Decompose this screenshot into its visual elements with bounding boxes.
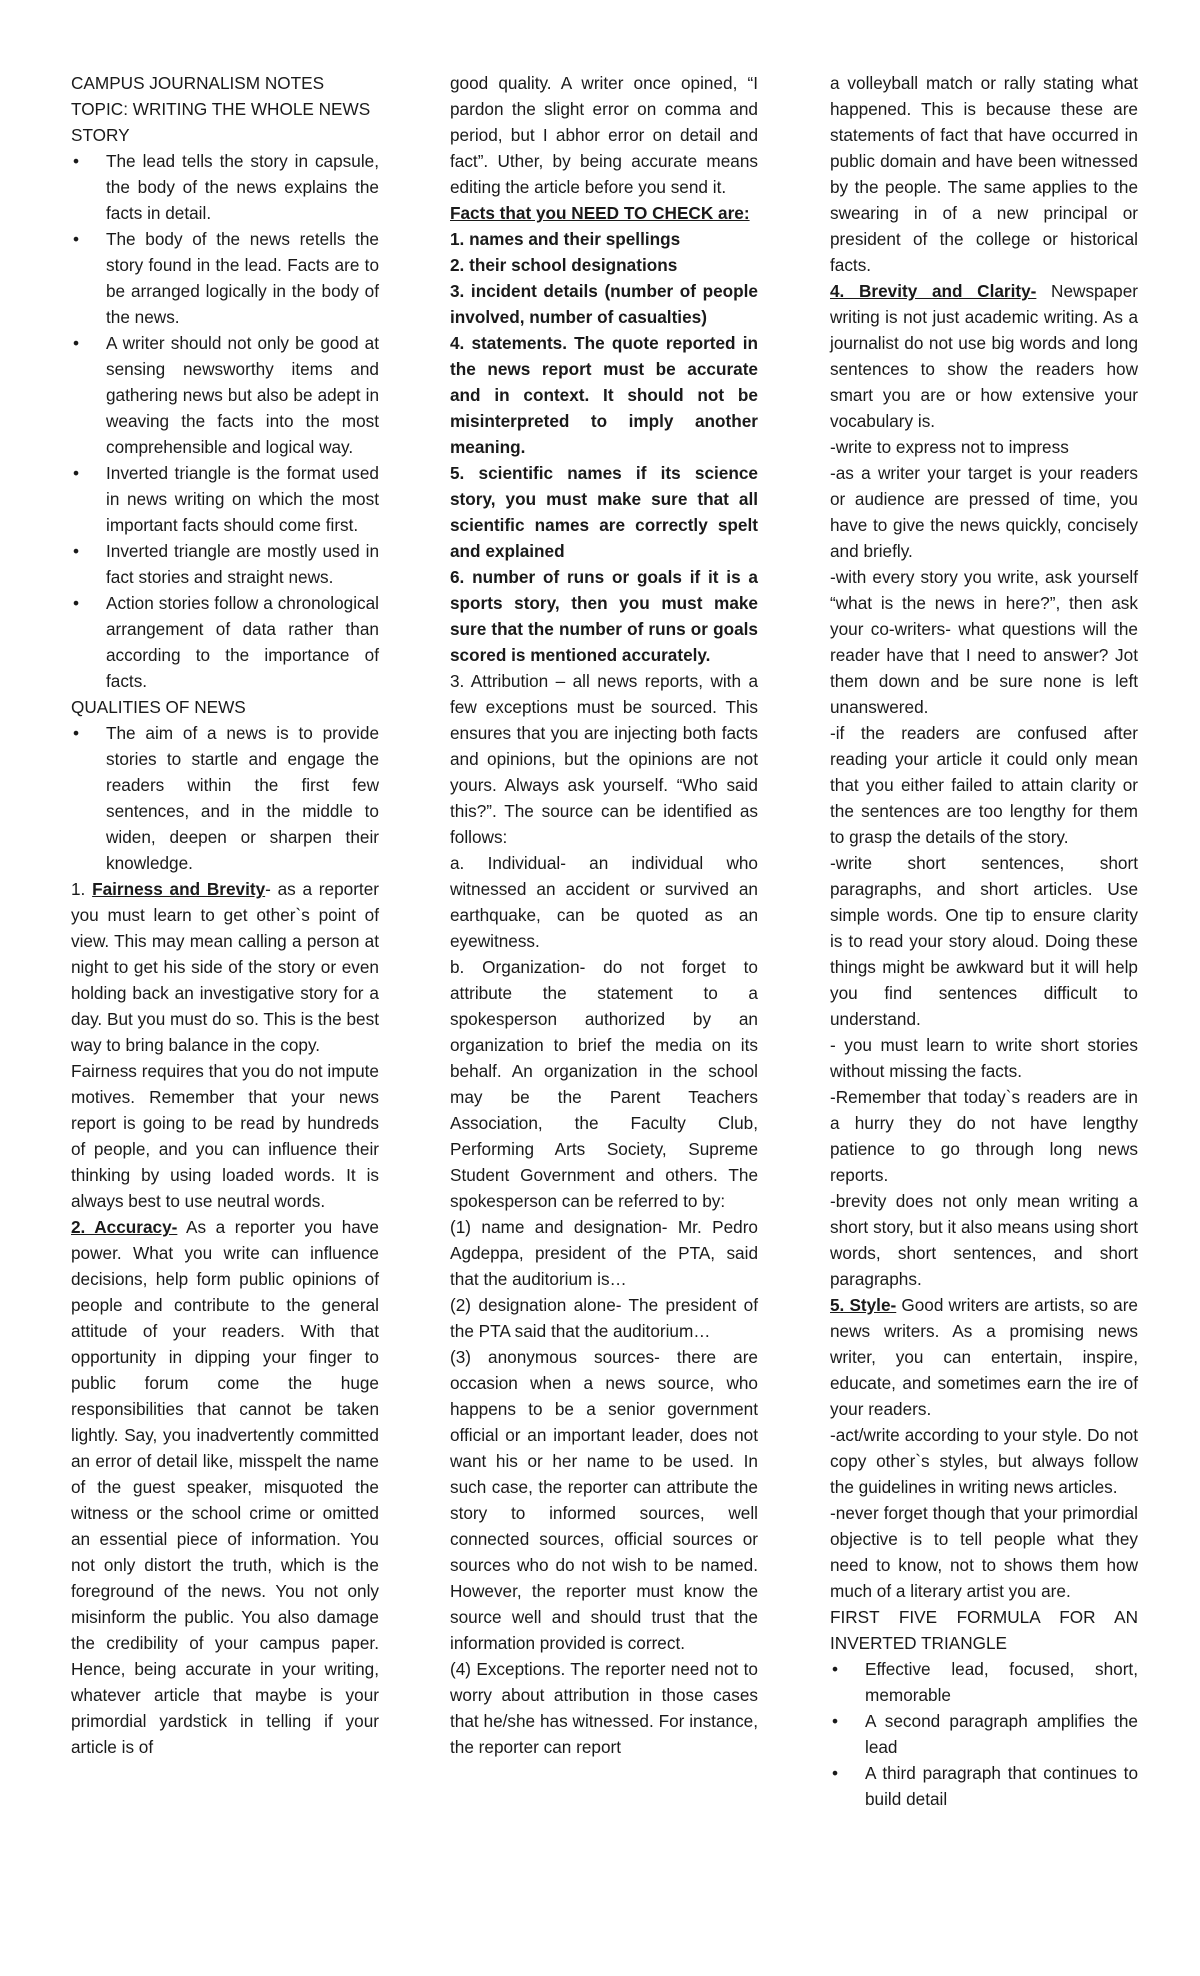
accuracy-text: As a reporter you have power. What you write can influence decisions, help form public opinions of people and contribute to the general attitude of your readers. With that opportunity in dipping your finger to public forum come the huge responsibilities that cannot be taken lightly. Say, you inadvertently committed an error of detail like, misspelt the name of the guest speaker, misquoted the witness or the school crime or omitted an essential piece of information. You not only distort the truth, which is the foreground of the news. You not only misinform the public. You also damage the credibility of your campus paper. Hence, being accurate in your writing, whatever article that maybe is your primordial yardstick in telling if your article is of <box>71 1217 379 1757</box>
fairness-number: 1. <box>71 879 93 899</box>
list-item: • Action stories follow a chronological arrangement of data rather than according to the importance of facts. <box>71 590 379 694</box>
accuracy-title: 2. Accuracy- <box>71 1217 178 1237</box>
style-point: -act/write according to your style. Do not copy other`s styles, but always follow the guidelines in writing news articles. <box>830 1425 1138 1497</box>
column-1 <box>71 70 379 1760</box>
list-item: • The aim of a news is to provide stories to startle and engage the readers within the first few sentences, and in the middle to widen, deepen or sharpen their knowledge. <box>71 720 379 876</box>
formula-bullet-list <box>830 1656 1138 1812</box>
list-item: • The body of the news retells the story found in the lead. Facts are to be arranged logically in the body of the news. <box>71 226 379 330</box>
check-item: 1. names and their spellings <box>450 229 681 249</box>
doc-title: CAMPUS JOURNALISM NOTES <box>71 73 325 93</box>
formula-heading: FIRST FIVE FORMULA FOR AN INVERTED TRIANGLE <box>830 1607 1138 1653</box>
list-item: • A second paragraph amplifies the lead <box>830 1708 1138 1760</box>
fairness-title: Fairness and Brevity <box>92 879 266 899</box>
check-item: 3. incident details (number of people involved, number of casualties) <box>450 281 758 327</box>
exceptions-continued: a volleyball match or rally stating what happened. This is because these are statements of fact that have occurred in public domain and have been witnessed by the people. The same applies to the swearing in of a new principal or president of the college or historical facts. <box>830 73 1138 275</box>
column-3 <box>830 70 1138 1812</box>
brevity-point: -write short sentences, short paragraphs, and short articles. Use simple words. One tip to ensure clarity is to read your story aloud. Doing these things might be awkward but it will help you find sentences difficult to understand. <box>830 853 1138 1029</box>
list-item: • A writer should not only be good at sensing newsworthy items and gathering news but also be adept in weaving the facts into the most comprehensible and logical way. <box>71 330 379 460</box>
check-item: 4. statements. The quote reported in the news report must be accurate and in context. It should not be misinterpreted to imply another meaning. <box>450 333 758 457</box>
brevity-title: 4. Brevity and Clarity- <box>830 281 1037 301</box>
check-heading: Facts that you NEED TO CHECK are: <box>450 203 750 223</box>
fairness-paragraph-2: Fairness requires that you do not impute motives. Remember that your news report is going to be read by hundreds of people, and you can influence their thinking by using loaded words. It is always best to use neutral words. <box>71 1061 379 1211</box>
organization-source: b. Organization- do not forget to attribute the statement to a spokesperson authorized by an organization to brief the media on its behalf. An organization in the school may be the Parent Teachers Association, the Faculty Club, Performing Arts Society, Supreme Student Government and others. The spokesperson can be referred to by: <box>450 957 758 1211</box>
list-item: • Inverted triangle are mostly used in fact stories and straight news. <box>71 538 379 590</box>
list-item: • Effective lead, focused, short, memorable <box>830 1656 1138 1708</box>
list-item: • The lead tells the story in capsule, the body of the news explains the facts in detail. <box>71 148 379 226</box>
check-item: 5. scientific names if its science story, you must make sure that all scientific names are correctly spelt and explained <box>450 463 758 561</box>
accuracy-paragraph <box>71 1214 379 1760</box>
brevity-point: -brevity does not only mean writing a short story, but it also means using short words, short sentences, and short paragraphs. <box>830 1191 1138 1289</box>
brevity-point: -Remember that today`s readers are in a hurry they do not have lengthy patience to go through long news reports. <box>830 1087 1138 1185</box>
reference-exceptions: (4) Exceptions. The reporter need not to worry about attribution in those cases that he/she has witnessed. For instance, the reporter can report <box>450 1659 758 1757</box>
brevity-point: -with every story you write, ask yourself “what is the news in here?”, then ask your co-writers- what questions will the reader have that I need to answer? Jot them down and be sure none is left unanswered. <box>830 567 1138 717</box>
attribution-paragraph: 3. Attribution – all news reports, with a few exceptions must be sourced. This ensures that you are injecting both facts and opinions, but the opinions are not yours. Always ask yourself. “Who said this?”. The source can be identified as follows: <box>450 671 758 847</box>
column-2 <box>450 70 758 1760</box>
qualities-bullet-list <box>71 720 379 876</box>
list-item: • Inverted triangle is the format used in news writing on which the most important facts should come first. <box>71 460 379 538</box>
qualities-heading: QUALITIES OF NEWS <box>71 697 246 717</box>
style-point: -never forget though that your primordial objective is to tell people what they need to know, not to shows them how much of a literary artist you are. <box>830 1503 1138 1601</box>
check-item: 2. their school designations <box>450 255 678 275</box>
brevity-paragraph <box>830 278 1138 434</box>
fairness-text: - as a reporter you must learn to get other`s point of view. This may mean calling a person at night to get his side of the story or even holding back an investigative story for a day. But you must do so. This is the best way to bring balance in the copy. <box>71 879 379 1055</box>
check-item: 6. number of runs or goals if it is a sports story, then you must make sure that the number of runs or goals scored is mentioned accurately. <box>450 567 758 665</box>
reference-anonymous: (3) anonymous sources- there are occasion when a news source, who happens to be a senior government official or an important leader, does not want his or her name to be used. In such case, the reporter can attribute the story to informed sources, well connected sources, official sources or sources who do not wish to be named. However, the reporter must know the source well and should trust that the information provided is correct. <box>450 1347 758 1653</box>
brevity-text: Newspaper writing is not just academic writing. As a journalist do not use big words and long sentences to show the readers how smart you are or how extensive your vocabulary is. <box>830 281 1138 431</box>
brevity-point: -write to express not to impress <box>830 437 1069 457</box>
topic-heading: TOPIC: WRITING THE WHOLE NEWS STORY <box>71 99 371 145</box>
brevity-point: -as a writer your target is your readers or audience are pressed of time, you have to give the news quickly, concisely and briefly. <box>830 463 1138 561</box>
individual-source: a. Individual- an individual who witnessed an accident or survived an earthquake, can be quoted as an eyewitness. <box>450 853 758 951</box>
brevity-point: - you must learn to write short stories without missing the facts. <box>830 1035 1138 1081</box>
style-text: Good writers are artists, so are news writers. As a promising news writer, you can entertain, inspire, educate, and sometimes earn the ire of your readers. <box>830 1295 1138 1419</box>
accuracy-continued: good quality. A writer once opined, “I pardon the slight error on comma and period, but I abhor error on detail and fact”. Uther, by being accurate means editing the article before you send it. <box>450 73 758 197</box>
style-title: 5. Style- <box>830 1295 897 1315</box>
list-item: • A third paragraph that continues to build detail <box>830 1760 1138 1812</box>
brevity-point: -if the readers are confused after reading your article it could only mean that you either failed to attain clarity or the sentences are too lengthy for them to grasp the details of the story. <box>830 723 1138 847</box>
reference-designation-alone: (2) designation alone- The president of the PTA said that the auditorium… <box>450 1295 758 1341</box>
intro-bullet-list <box>71 148 379 694</box>
style-paragraph <box>830 1292 1138 1422</box>
reference-name-designation: (1) name and designation- Mr. Pedro Agdeppa, president of the PTA, said that the auditorium is… <box>450 1217 758 1289</box>
fairness-paragraph <box>71 876 379 1058</box>
